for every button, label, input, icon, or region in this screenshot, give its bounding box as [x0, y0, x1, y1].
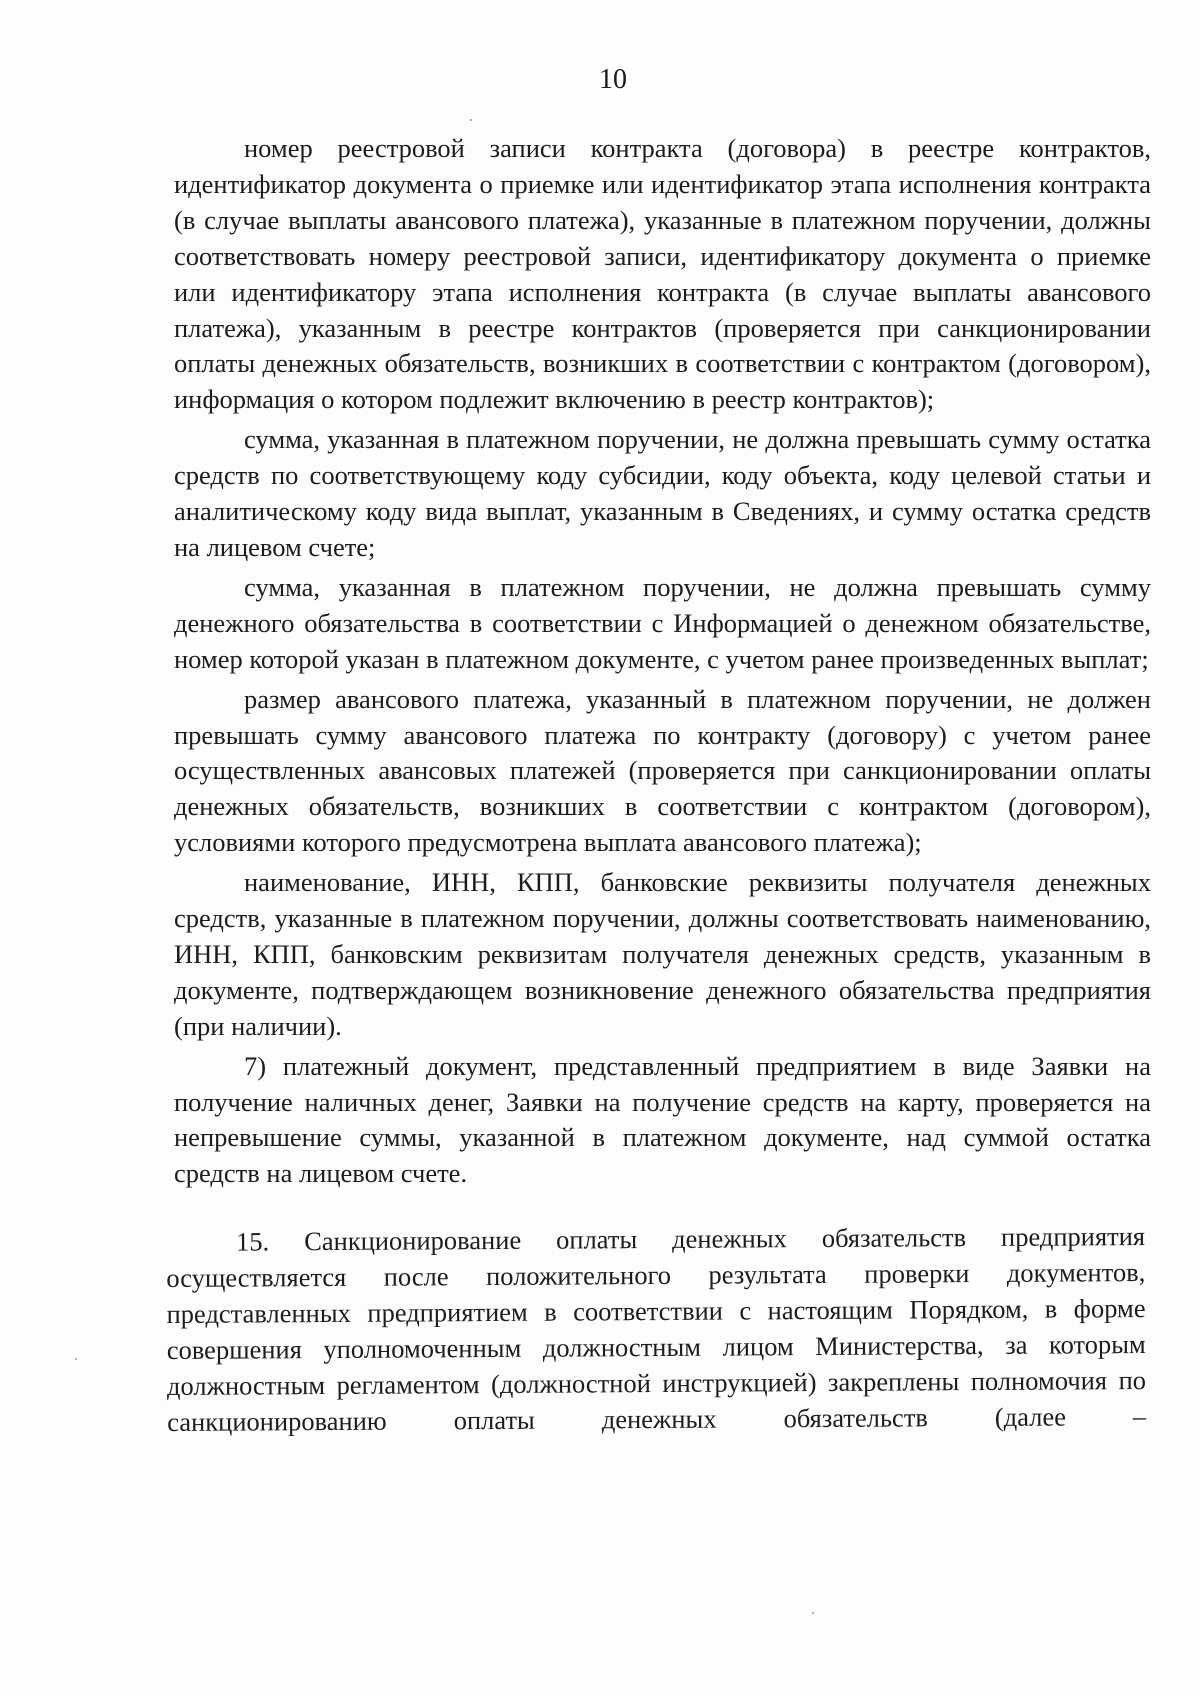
paragraph-item-15: 15. Санкционирование оплаты денежных обязательств предприятия осуществляется после положительного результата проверки документов, представленных предприятием в соответствии с настоящим Порядком, в форме совершения уполномоченным должностным лицом Министерства, за которым должностным регламентом (должностной инструкцией) закреплены полномочия по санкционированию оплаты денежных обязательств (далее –	[166, 1221, 1147, 1437]
scan-speck	[470, 119, 472, 121]
paragraph-recipient-details: наименование, ИНН, КПП, банковские реквизиты получателя денежных средств, указанные в платежном поручении, должны соответствовать наименованию, ИНН, КПП, банковским реквизитам получателя денежных средств, указанным в документе, подтверждающем возникновение денежного обязательства предприятия (при наличии).	[174, 867, 1151, 1041]
document-body-lower	[166, 1219, 1146, 1440]
paragraph-subsidy-balance: сумма, указанная в платежном поручении, не должна превышать сумму остатка средств по соответствующему коду субсидии, коду объекта, коду целевой статьи и аналитическому коду вида выплат, указанным в Сведениях, и сумму остатка средств на лицевом счете;	[174, 424, 1151, 562]
paragraph-item-7: 7) платежный документ, представленный предприятием в виде Заявки на получение наличных денег, Заявки на получение средств на карту, проверяется на непревышение суммы, указанной в платежном документе, над суммой остатка средств на лицевом счете.	[174, 1050, 1151, 1189]
paragraph-advance-payment: размер авансового платежа, указанный в платежном поручении, не должен превышать сумму авансового платежа по контракту (договору) с учетом ранее осуществленных авансовых платежей (проверяется при санкционировании оплаты денежных обязательств, возникших в соответствии с контрактом (договором), условиями которого предусмотрена выплата авансового платежа);	[174, 683, 1151, 858]
paragraph-registry-record: номер реестровой записи контракта (договора) в реестре контрактов, идентификатор документа о приемке или идентификатор этапа исполнения контракта (в случае выплаты авансового платежа), указанные в платежном поручении, должны соответствовать номеру реестровой записи, идентификатору документа о приемке или идентификатору этапа исполнения контракта (в случае выплаты авансового платежа), указанным в реестре контрактов (проверяется при санкционировании оплаты денежных обязательств, возникших в соответствии с контрактом (договором), информация о котором подлежит включению в реестр контрактов);	[174, 133, 1151, 415]
document-body-upper	[174, 131, 1151, 1192]
paragraph-monetary-obligation: сумма, указанная в платежном поручении, не должна превышать сумму денежного обязательства в соответствии с Информацией о денежном обязательстве, номер которой указан в платежном документе, с учетом ранее произведенных выплат;	[174, 571, 1151, 674]
scan-speck	[75, 1358, 77, 1360]
scan-speck	[812, 1612, 814, 1614]
page-number: 10	[599, 64, 627, 95]
